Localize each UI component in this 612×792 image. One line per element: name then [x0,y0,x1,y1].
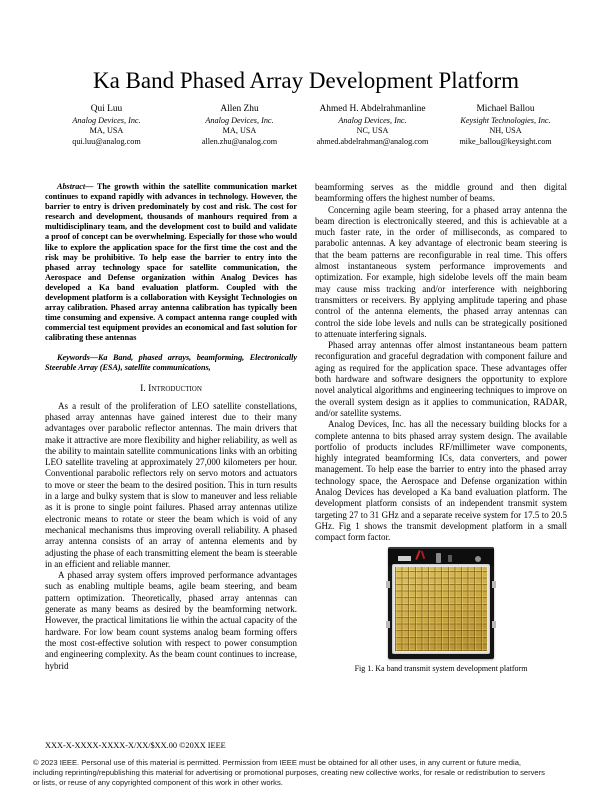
abstract-label: Abstract— [57,182,94,191]
side-clip [492,581,496,588]
rf-connector [436,553,441,563]
side-clip [492,621,496,628]
copyright-footnote: XXX-X-XXXX-XXXX-X/XX/$XX.00 ©20XX IEEE [45,741,226,750]
right-column [315,182,567,673]
side-clip [386,621,390,628]
device-top-panel [388,547,494,566]
author-affiliation: Analog Devices, Inc. [338,116,407,125]
connector [398,556,411,561]
ieee-permission-notice [33,758,545,787]
intro-paragraph-3: beamforming serves as the middle ground and then digital beamforming offers the highest number of beams. [315,182,567,204]
author-email: allen.zhu@analog.com [201,136,278,146]
author-block-4 [439,104,572,147]
intro-paragraph-2: A phased array system offers improved performance advantages such as enabling multiple beams, agile beam steering, and beam pattern optimization. Theoretically, phased array antennas can generate as many beams as desired by the beamforming network. However, the practical limitations lie within the actual capacity of the hardware. For low beam count systems analog beam forming offers the most cost-effective solution with respect to power consumption and engineering complexity. As the beam count continues to increase, hybrid [45,570,297,671]
author-location: MA, USA [222,126,257,136]
author-name: Michael Ballou [476,104,535,114]
author-block-3 [306,104,439,147]
authors-row [40,104,572,147]
author-name: Qui Luu [90,104,123,114]
author-email: ahmed.abdelrahman@analog.com [316,136,429,146]
figure-1 [315,547,567,673]
keywords: Keywords—Ka Band, phased arrays, beamforming, Electronically Steerable Array (ESA), satellite communications, [45,352,297,372]
author-affiliation: Analog Devices, Inc. [72,116,141,125]
intro-paragraph-4: Concerning agile beam steering, for a phased array antenna the beam direction is electronically steered, and this is achievable at a much faster rate, in the order of milliseconds, as compared to parabolic antennas. A key advantage of electronic beam steering is that the beam patterns are reconfigurable in real time. This offers almost instantaneous system performance improvements and optimization. For example, high sidelobe levels off the main beam may cause miss tracking and/or interference with neighboring transmitters or receivers. By applying amplitude tapering and phase control of the antenna elements, the phased array antennas can control the side lobe levels and nulls can be strategically positioned to attenuate interfering signals. [315,204,567,339]
author-name: Ahmed H. Abdelrahmanline [319,104,426,114]
author-location: NC, USA [356,126,389,136]
author-email: qui.luu@analog.com [72,136,141,146]
screw [475,556,481,562]
notice-line: or lists, or reuse of any copyrighted component of this work in other works. [33,777,283,787]
author-affiliation: Keysight Technologies, Inc. [460,116,551,125]
author-location: NH, USA [489,126,522,136]
author-affiliation: Analog Devices, Inc. [205,116,274,125]
side-clip [386,581,390,588]
section-heading-introduction: I. Introduction [140,382,202,394]
device-photo [388,547,494,659]
red-wire [421,550,425,558]
notice-line: including reprinting/republishing this material for advertising or promotional purposes, creating new collective works, for resale or redistribution to servers [33,767,545,777]
antenna-frame [392,564,490,654]
abstract-text: The growth within the satellite communication market continues to expand rapidly with advances in technology. However, the barrier to entry is driven predominately by cost and risk. The cost for research and development, thousands of manhours required from a multidisciplinary team, and the development cost to build and validate a proof of concept can be overwhelming. Especially for those who would like to explore the application space for the first time the cost and the risk may be prohibitive. To help ease the barrier to entry into the phased array technology space for satellite communication, the Aerospace and Defense organization within Analog Devices has developed a Ka band evaluation platform. Coupled with the development platform is a collaboration with Keysight Technologies on array calibration. Phased array antenna calibration has typically been time consuming and expensive. A compact antenna range coupled with commercial test equipment provides an economical and fast solution for calibrating these antennas [45,182,297,343]
figure-1-caption: Fig 1. Ka band transmit system development platform [354,663,528,673]
antenna-array [395,567,487,651]
author-name: Allen Zhu [220,104,259,114]
abstract [45,182,297,344]
author-block-1 [40,104,173,147]
notice-line: © 2023 IEEE. Personal use of this material is permitted. Permission from IEEE must be obtained for all other uses, in any current or future media, [33,758,522,767]
intro-paragraph-1: As a result of the proliferation of LEO satellite constellations, phased array antennas have gained interest due to their many advantages over parabolic reflector antennas. The main drivers that make it attractive are more flexibility and higher reliability, as well as the ability to maintain satellite communications links with an orbiting LEO satellite traveling at approximately 27,000 kilometers per hour. Conventional parabolic reflectors rely on servo motors and actuators to move or steer the beam to the desired position. This in turn results in a large and bulky system that is slow to maneuver and less reliable as it is prone to single point failures. Phased array antennas utilize electronic means to rotate or steer the beam which is void of any mechanical mechanisms thus improving overall reliability. A phased array antenna consists of an array of antenna elements and by adjusting the phase of each transmitting element the beam is steerable in an efficient and reliable manner. [45,400,297,569]
author-block-2 [173,104,306,147]
author-email: mike_ballou@keysight.com [459,136,552,146]
paper-title: Ka Band Phased Array Development Platform [92,68,520,94]
rf-connector [448,555,452,562]
intro-paragraph-6: Analog Devices, Inc. has all the necessary building blocks for a complete antenna to bits phased array system design. The available portfolio of products includes RF/millimeter wave components, highly integrated beamforming ICs, data converters, and power management. To help ease the barrier to entry into the phased array technology space, the Aerospace and Defense organization within Analog Devices has developed a Ka band evaluation platform. The development platform consists of an independent transmit system targeting 27 to 31 GHz and a separate receive system for 17.5 to 20.5 GHz. Fig 1 shows the transmit development platform in a small compact form factor. [315,419,567,543]
intro-paragraph-5: Phased array antennas offer almost instantaneous beam pattern reconfiguration and graceful degradation with component failure and aging as required for the application space. These advantages offer both hardware and software designers the opportunity to explore novel analytical algorithms and engineering techniques to improve on the overall system design as it applies to communication, RADAR, and/or satellite systems. [315,340,567,418]
left-column [45,182,297,672]
author-location: MA, USA [89,126,124,136]
